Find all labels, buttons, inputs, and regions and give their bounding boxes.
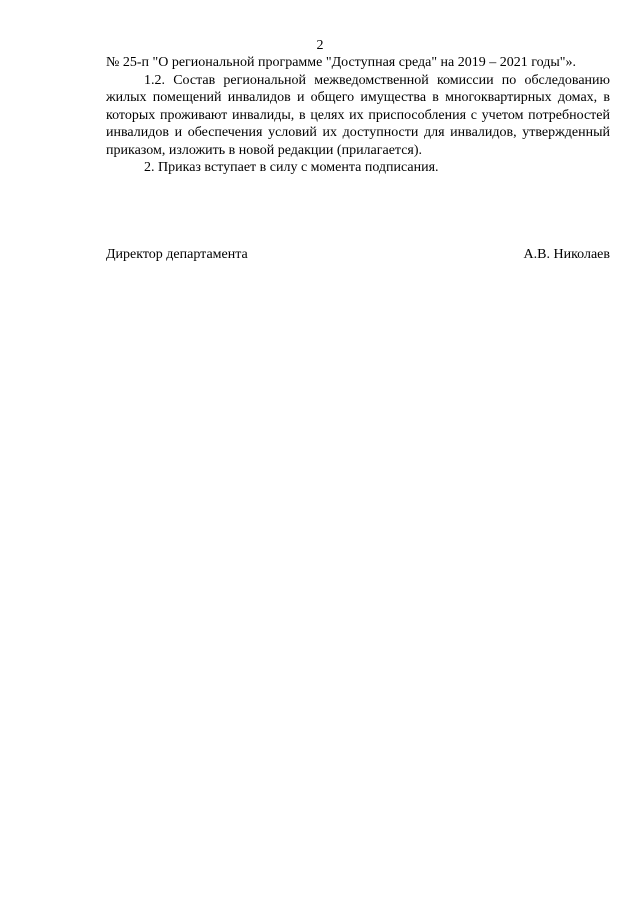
paragraph-commission: 1.2. Состав региональной межведомственной комиссии по обследованию жилых помещений инвалидов и общего имущества в многоквартирных домах, в которых проживают инвалиды, в целях их приспособления с учетом потребностей инвалидов и обеспечения условий их доступности для инвалидов, утвержденный приказом, изложить в новой редакции (прилагается). [106, 72, 610, 158]
signature-block [106, 246, 610, 264]
paragraph-effective-date: 2. Приказ вступает в силу с момента подписания. [144, 160, 439, 175]
document-body [106, 54, 610, 177]
signatory-name: А.В. Николаев [523, 247, 610, 262]
signatory-position: Директор департамента [106, 247, 248, 262]
paragraph-continuation: № 25-п "О региональной программе "Доступная среда" на 2019 – 2021 годы"». [106, 55, 576, 70]
page-number: 2 [316, 38, 324, 53]
